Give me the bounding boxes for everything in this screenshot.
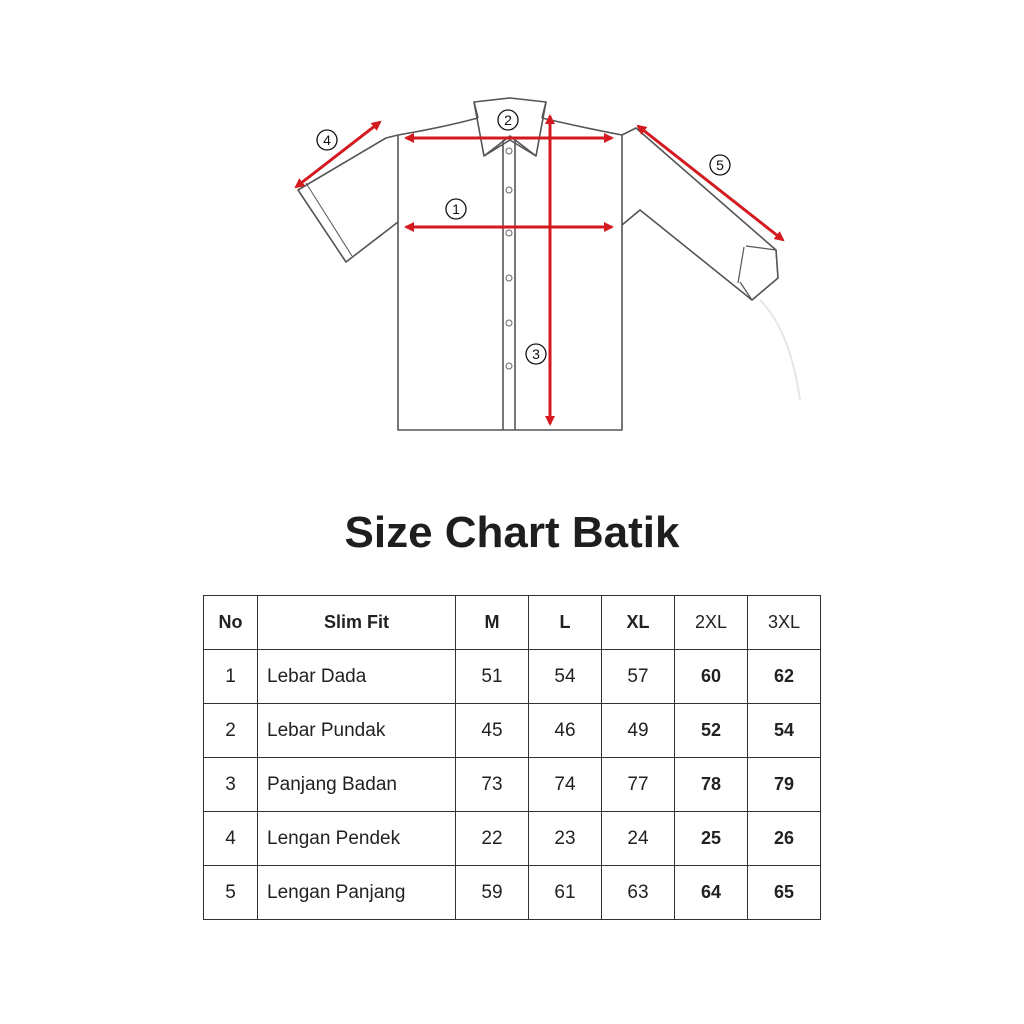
marker-5-label: 5 [716,157,724,173]
row-value-m: 59 [456,866,529,920]
row-value-m: 73 [456,758,529,812]
marker-1-label: 1 [452,201,460,217]
row-value-m: 22 [456,812,529,866]
row-value-xl: 49 [602,704,675,758]
row-measurement-name: Panjang Badan [258,758,456,812]
table-row [204,866,821,920]
row-measurement-name: Lengan Pendek [258,812,456,866]
marker-2-label: 2 [504,112,512,128]
arrow-short-sleeve [296,122,380,187]
row-value-2xl: 52 [675,704,748,758]
row-value-2xl: 25 [675,812,748,866]
table-row [204,812,821,866]
row-value-3xl: 65 [748,866,821,920]
table-row [204,758,821,812]
row-value-l: 74 [529,758,602,812]
marker-4 [317,130,337,150]
page-title: Size Chart Batik [344,508,680,557]
marker-5 [710,155,730,175]
table-header-row [204,596,821,650]
row-value-2xl: 64 [675,866,748,920]
row-value-2xl: 60 [675,650,748,704]
row-value-3xl: 79 [748,758,821,812]
row-value-3xl: 54 [748,704,821,758]
table-row [204,650,821,704]
row-value-l: 54 [529,650,602,704]
row-value-3xl: 62 [748,650,821,704]
row-measurement-name: Lengan Panjang [258,866,456,920]
row-measurement-name: Lebar Pundak [258,704,456,758]
row-number: 4 [204,812,258,866]
row-value-m: 51 [456,650,529,704]
shirt-buttons [506,148,512,369]
marker-2 [498,110,518,130]
header-size-3xl: 3XL [748,596,821,650]
size-table [203,595,821,920]
table-row [204,704,821,758]
row-value-m: 45 [456,704,529,758]
header-size-2xl: 2XL [675,596,748,650]
header-fit: Slim Fit [258,596,456,650]
row-value-2xl: 78 [675,758,748,812]
marker-3 [526,344,546,364]
row-value-l: 61 [529,866,602,920]
row-number: 3 [204,758,258,812]
arrow-long-sleeve [638,126,783,240]
row-number: 5 [204,866,258,920]
header-size-m: M [456,596,529,650]
row-value-l: 46 [529,704,602,758]
marker-3-label: 3 [532,346,540,362]
row-number: 2 [204,704,258,758]
row-value-xl: 57 [602,650,675,704]
header-size-l: L [529,596,602,650]
row-value-l: 23 [529,812,602,866]
marker-1 [446,199,466,219]
row-value-xl: 24 [602,812,675,866]
header-no: No [204,596,258,650]
row-value-xl: 63 [602,866,675,920]
row-value-3xl: 26 [748,812,821,866]
row-measurement-name: Lebar Dada [258,650,456,704]
row-value-xl: 77 [602,758,675,812]
marker-4-label: 4 [323,132,331,148]
shirt-diagram [0,0,1024,470]
row-number: 1 [204,650,258,704]
header-size-xl: XL [602,596,675,650]
